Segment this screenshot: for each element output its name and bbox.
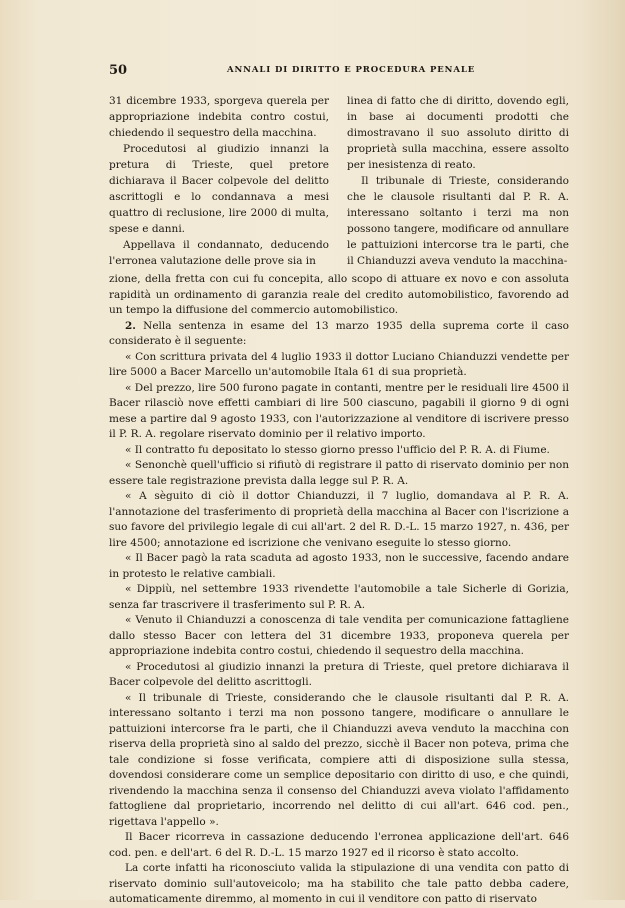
quote-paragraph: « Procedutosi al giudizio innanzi la pretura di Trieste, quel pretore dichiarava il Bacer colpevole del delitto ascrittogli. (109, 660, 569, 688)
page-number: 50 (109, 63, 128, 78)
quote-paragraph: « Il contratto fu depositato lo stesso giorno presso l'ufficio del P. R. A. di Fiume. (125, 443, 550, 456)
page-header (109, 63, 519, 79)
footnote-body (109, 272, 569, 908)
quote-paragraph: « Del prezzo, lire 500 furono pagate in contanti, mentre per le residuali lire 4500 il Bacer rilasciò nove effetti cambiari di lire 500 ciascuno, pagabili il giorno 9 di ogni mese a partire dal 9 agosto 1933, con l'autorizzazione al venditore di iscrivere presso il P. R. A. regolare riservato dominio per il relativo importo. (109, 381, 569, 440)
left-paragraph: Procedutosi al giudizio innanzi la pretura di Trieste, quel pretore dichiarava il Bacer colpevole del delitto ascrittogli e lo condannava a mesi quattro di reclusione, lire 2000 di multa, spese e danni. (109, 143, 329, 235)
footnote-intro: zione, della fretta con cui fu concepita, allo scopo di attuare ex novo e con assoluta rapidità un ordinamento di garanzia reale del credito automobilistico, favorendo ad un tempo la diffusione del commercio automobilistico. (109, 273, 569, 316)
left-paragraph: Appellava il condannato, deducendo l'erronea valutazione delle prove sia in (109, 239, 329, 267)
section-number: 2. (125, 319, 136, 332)
quote-paragraph: « Con scrittura privata del 4 luglio 1933 il dottor Luciano Chianduzzi vendette per lire 5000 a Bacer Marcello un'automobile Itala 61 di sua proprietà. (109, 350, 569, 378)
quote-paragraph: « Senonchè quell'ufficio si rifiutò di registrare il patto di riservato dominio per non essere tale registrazione prevista dalla legge sul P. R. A. (109, 459, 569, 487)
running-title: ANNALI DI DIRITTO E PROCEDURA PENALE (227, 65, 476, 75)
right-paragraph: Il tribunale di Trieste, considerando che le clausole risultanti dal P. R. A. interessano soltanto i terzi ma non possono tangere, modificare od annullare le pattuizioni intercorse tra le parti, che il Chianduzzi aveva venduto la macchina- (347, 175, 569, 267)
quote-paragraph: « Il Bacer pagò la rata scaduta ad agosto 1933, non le successive, facendo andare in protesto le relative cambiali. (109, 552, 569, 580)
quote-paragraph: « Dippiù, nel settembre 1933 rivendette l'automobile a tale Sicherle di Gorizia, senza far trascrivere il trasferimento sul P. R. A. (109, 583, 569, 611)
quote-paragraph: « A sèguito di ciò il dottor Chianduzzi, il 7 luglio, domandava al P. R. A. l'annotazione del trasferimento di proprietà della macchina al Bacer con l'iscrizione a suo favore del privilegio legale di cui all'art. 2 del R. D.-L. 15 marzo 1927, n. 436, per lire 4500; annotazione ed iscrizione che venivano eseguite lo stesso giorno. (109, 490, 569, 549)
left-paragraph: 31 dicembre 1933, sporgeva querela per appropriazione indebita contro costui, chiedendo il sequestro della macchina. (109, 95, 329, 139)
body-paragraph: La corte infatti ha riconosciuto valida la stipulazione di una vendita con patto di riservato dominio sull'autoveicolo; ma ha stabilito che tale patto debba cadere, automaticamente diremmo, al momento in cui il venditore con patto di riservato (109, 862, 569, 905)
section-intro: Nella sentenza in esame del 13 marzo 1935 della suprema corte il caso considerato è il seguente: (109, 319, 569, 347)
right-column (347, 93, 569, 269)
body-paragraph: Il Bacer ricorreva in cassazione deducendo l'erronea applicazione dell'art. 646 cod. pen. e dell'art. 6 del R. D.-L. 15 marzo 1927 ed il ricorso è stato accolto. (109, 831, 569, 859)
section-intro-paragraph (109, 319, 569, 350)
quote-paragraph: « Il tribunale di Trieste, considerando che le clausole risultanti dal P. R. A. interessano soltanto i terzi ma non possono tangere, modificare o annullare le pattuizioni intercorse fra le parti, che il Chianduzzi aveva venduto la macchina con riserva della proprietà sino al saldo del prezzo, sicchè il Bacer non poteva, prima che tale condizione si fosse verificata, compiere atti di disposizione sulla stessa, dovendosi considerare come un semplice depositario con diritto di uso, e che quindi, rivendendo la macchina senza il consenso del Chianduzzi aveva violato l'affidamento fattogliene dal proprietario, incorrendo nel delitto di cui all'art. 646 cod. pen., rigettava l'appello ». (109, 691, 569, 828)
right-paragraph: linea di fatto che di diritto, dovendo egli, in base ai documenti prodotti che dimostravano il suo assoluto diritto di proprietà sulla macchina, essere assolto per inesistenza di reato. (347, 95, 569, 171)
left-column (109, 93, 329, 269)
quote-paragraph: « Venuto il Chianduzzi a conoscenza di tale vendita per comunicazione fattagliene dallo stesso Bacer con lettera del 31 dicembre 1933, proponeva querela per appropriazione indebita contro costui, chiedendo il sequestro della macchina. (109, 614, 569, 657)
